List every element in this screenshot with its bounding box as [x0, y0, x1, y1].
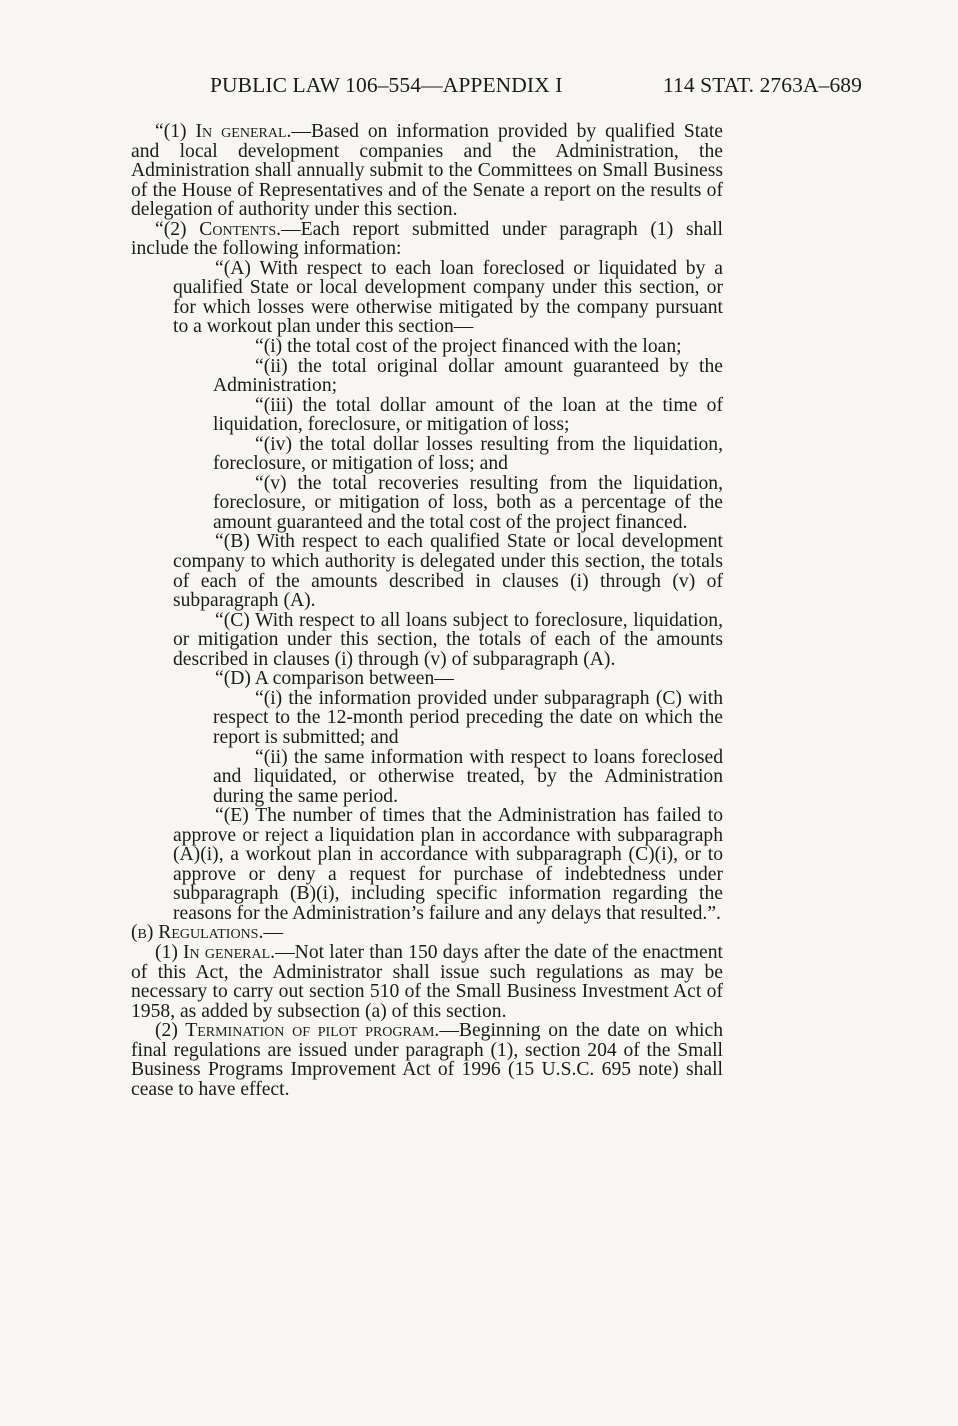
paragraph-text: —Each report submitted under paragraph (1) shall include the following information:	[131, 218, 723, 260]
clause-d-ii: “(ii) the same information with respect to loans foreclosed and liquidated, or otherwise treated, by the Administration during the same period.	[213, 746, 723, 807]
paragraph-heading: “(1) In general.	[155, 121, 292, 142]
clause-d-i: “(i) the information provided under subparagraph (C) with respect to the 12-month period preceding the date on which the report is submitted; and	[213, 687, 723, 748]
subparagraph-c: “(C) With respect to all loans subject to foreclosure, liquidation, or mitigation under this section, the totals of each of the amounts described in clauses (i) through (v) of subparagraph (A).	[173, 609, 723, 670]
header-page-number: 114 STAT. 2763A–689	[662, 73, 862, 97]
subparagraph-b: “(B) With respect to each qualified State or local development company to which authority is delegated under this section, the totals of each of the amounts described in clauses (i) through (v) of subparagraph (A).	[173, 531, 723, 612]
subsection-text: —	[263, 922, 283, 944]
paragraph-text: —Beginning on the date on which final regulations are issued under paragraph (1), section 204 of the Small Business Programs Improvement Act of 1996 (15 U.S.C. 695 note) shall cease to have effect.	[131, 1020, 723, 1100]
paragraph-b-1-in-general	[131, 943, 723, 1021]
clause-a-ii: “(ii) the total original dollar amount guaranteed by the Administration;	[213, 355, 723, 397]
paragraph-heading: (1) In general.	[155, 941, 276, 963]
clause-a-v: “(v) the total recoveries resulting from the liquidation, foreclosure, or mitigation of loss, both as a percentage of the amount guaranteed and the total cost of the project financed.	[213, 472, 723, 533]
paragraph-heading: “(2) Contents.	[155, 218, 282, 240]
clause-a-i: “(i) the total cost of the project financed with the loan;	[255, 336, 682, 358]
paragraph-b-2-termination	[131, 1021, 723, 1099]
paragraph-2-contents	[131, 220, 723, 259]
subsection-heading: (b) Regulations.	[131, 922, 264, 944]
paragraph-1-in-general	[131, 122, 723, 220]
header-title: PUBLIC LAW 106–554—APPENDIX I	[210, 73, 563, 97]
clause-a-iv: “(iv) the total dollar losses resulting from the liquidation, foreclosure, or mitigation of loss; and	[213, 433, 723, 475]
subsection-b-regulations	[131, 923, 723, 943]
clause-a-iii: “(iii) the total dollar amount of the loan at the time of liquidation, foreclosure, or mitigation of loss;	[213, 394, 723, 436]
paragraph-heading: (2) Termination of pilot program.	[155, 1020, 440, 1042]
paragraph-text: —Not later than 150 days after the date of the enactment of this Act, the Administrator shall issue such regulations as may be necessary to carry out section 510 of the Small Business Investment Act of 1958, as added by subsection (a) of this section.	[131, 941, 723, 1022]
subparagraph-d: “(D) A comparison between—	[215, 668, 454, 690]
subparagraph-a: “(A) With respect to each loan foreclosed or liquidated by a qualified State or local development company under this section, or for which losses were otherwise mitigated by the company pursuant to a workout plan under this section—	[173, 257, 723, 338]
statute-text	[131, 122, 723, 1099]
paragraph-text: —Based on information provided by qualified State and local development companies and the Administration, the Administration shall annually submit to the Committees on Small Business of the House of Representatives and of the Senate a report on the results of delegation of authority under this section.	[131, 121, 723, 221]
subparagraph-e: “(E) The number of times that the Administration has failed to approve or reject a liquidation plan in accordance with subparagraph (A)(i), a workout plan in accordance with subparagraph (C)(i), or to approve or deny a request for purchase of indebtedness under subparagraph (B)(i), including specific information regarding the reasons for the Administration’s failure and any delays that resulted.”.	[173, 805, 723, 924]
